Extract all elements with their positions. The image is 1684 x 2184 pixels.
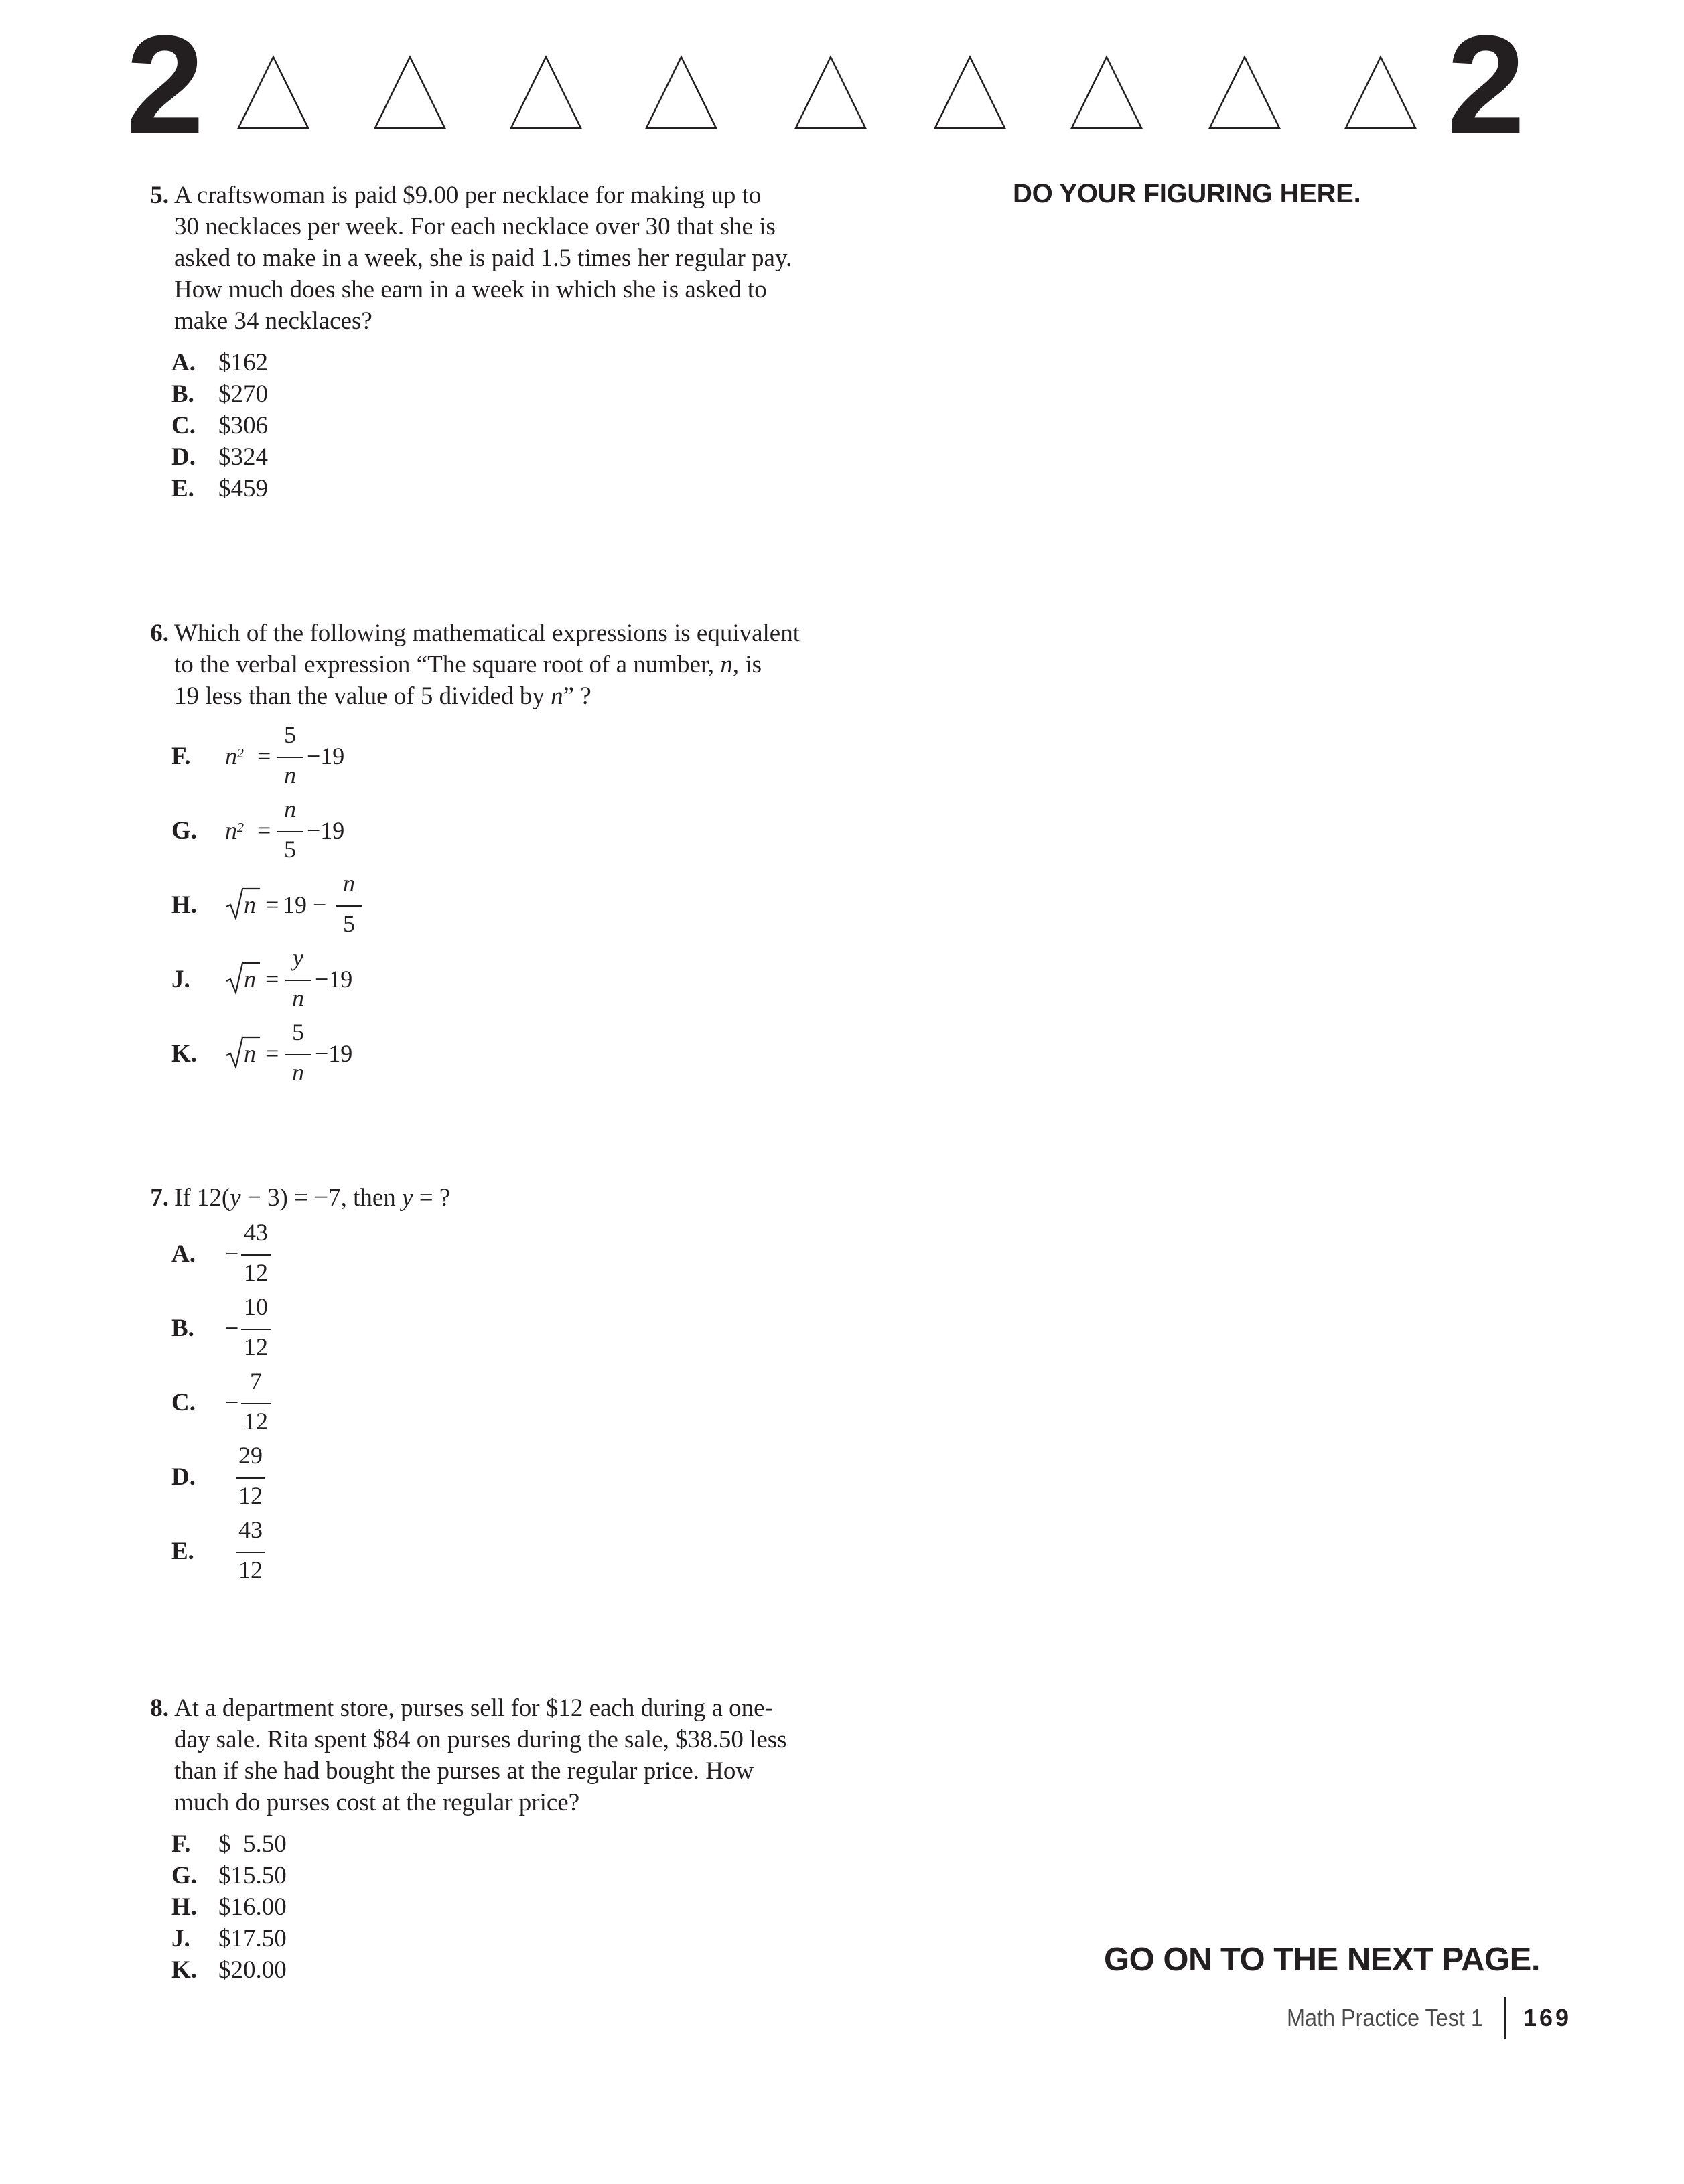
choice-text: $306 — [218, 412, 268, 439]
stem-line: much do purses cost at the regular price? — [174, 1789, 580, 1816]
exponent: 2 — [237, 820, 244, 835]
stem-line: Which of the following mathematical expressions is equivalent — [174, 620, 800, 647]
stem-line: make 34 necklaces? — [174, 307, 372, 335]
choice-label: C. — [171, 1389, 196, 1416]
answer-choices — [134, 1828, 811, 1986]
question-7 — [134, 1182, 811, 1589]
choice-label: D. — [171, 443, 196, 471]
denominator: 12 — [244, 1259, 268, 1286]
denominator: 12 — [238, 1482, 263, 1509]
section-header — [0, 0, 1684, 161]
question-6 — [134, 617, 811, 1092]
choice-text: $ 5.50 — [218, 1830, 287, 1858]
figuring-note: DO YOUR FIGURING HERE. — [1013, 179, 1361, 208]
stem-line: If 12(y − 3) = −7, then y = ? — [174, 1184, 451, 1212]
exponent: 2 — [237, 746, 244, 761]
expression-tail: −19 — [315, 966, 353, 993]
choice-label: G. — [171, 817, 198, 845]
answer-choice[interactable] — [171, 347, 811, 378]
denominator: 5 — [343, 910, 355, 937]
question-number: 8. — [150, 1694, 169, 1722]
sign: − — [225, 1315, 239, 1341]
denominator: n — [292, 985, 304, 1011]
choice-label: J. — [171, 1925, 190, 1952]
denominator: 5 — [284, 836, 296, 863]
denominator: 12 — [244, 1333, 268, 1360]
question-8 — [134, 1692, 811, 1986]
question-5 — [134, 179, 811, 504]
stem-line: day sale. Rita spent $84 on purses during the sale, $38.50 less — [174, 1726, 787, 1753]
choice-label: H. — [171, 1893, 198, 1921]
denominator: 12 — [238, 1556, 263, 1583]
expression-tail: −19 — [307, 817, 345, 844]
answer-choice[interactable] — [171, 1292, 811, 1366]
page-number: 169 — [1523, 2004, 1572, 2031]
choice-text: $15.50 — [218, 1862, 287, 1889]
lhs-variable: n — [244, 966, 256, 993]
answer-choice[interactable] — [171, 1366, 811, 1441]
stem-line: 19 less than the value of 5 divided by n” ? — [174, 682, 591, 710]
numerator: 5 — [284, 721, 296, 748]
section-number-left: 2 — [126, 6, 204, 163]
expression-tail: −19 — [315, 1040, 353, 1067]
question-number: 7. — [150, 1184, 169, 1212]
denominator: n — [284, 761, 296, 788]
choice-label: K. — [171, 1956, 198, 1984]
stem-line: A craftswoman is paid $9.00 per necklace for making up to — [174, 181, 762, 209]
triangle-icon — [794, 55, 867, 130]
triangle-icon — [933, 55, 1007, 130]
triangle-icon — [509, 55, 583, 130]
choice-label: E. — [171, 475, 194, 502]
numerator: 5 — [292, 1019, 304, 1045]
triangle-icon — [373, 55, 447, 130]
triangle-icon — [1070, 55, 1143, 130]
stem-line: asked to make in a week, she is paid 1.5 times her regular pay. — [174, 244, 792, 272]
lhs-variable: n — [225, 817, 237, 844]
answer-choice[interactable] — [171, 378, 811, 410]
lhs-variable: n — [244, 891, 256, 918]
numerator: n — [343, 870, 355, 897]
expression-tail: −19 — [307, 743, 345, 770]
choice-label: F. — [171, 743, 191, 770]
go-on-notice: GO ON TO THE NEXT PAGE. — [1104, 1942, 1540, 1978]
numerator: 29 — [238, 1442, 263, 1469]
choice-label: B. — [171, 1315, 194, 1342]
expression-prefix: 19 − — [283, 891, 327, 918]
stem-line: How much does she earn in a week in which she is asked to — [174, 276, 767, 303]
choice-label: A. — [171, 1240, 196, 1268]
answer-choice[interactable] — [171, 1891, 811, 1923]
numerator: 7 — [250, 1368, 262, 1394]
choice-label: A. — [171, 349, 196, 376]
sign: − — [225, 1240, 239, 1267]
stem-line: 30 necklaces per week. For each necklace over 30 that she is — [174, 213, 776, 240]
choice-label: D. — [171, 1463, 196, 1491]
sign: − — [225, 1389, 239, 1416]
triangle-icon — [1208, 55, 1281, 130]
choice-label: J. — [171, 966, 190, 993]
numerator: y — [293, 944, 303, 971]
answer-choice[interactable] — [171, 869, 811, 943]
answer-choice[interactable] — [171, 1515, 811, 1589]
answer-choice[interactable] — [171, 720, 811, 794]
choice-text: $162 — [218, 349, 268, 376]
answer-choice[interactable] — [171, 473, 811, 504]
denominator: n — [292, 1059, 304, 1086]
answer-choice[interactable] — [171, 1860, 811, 1891]
choice-label: B. — [171, 380, 194, 408]
choice-text: $270 — [218, 380, 268, 408]
numerator: 43 — [244, 1219, 268, 1246]
answer-choice[interactable] — [171, 1828, 811, 1860]
stem-line: to the verbal expression “The square root of a number, n, is — [174, 651, 762, 678]
numerator: 10 — [244, 1293, 268, 1320]
question-stem — [134, 179, 811, 337]
equals-sign: = — [257, 743, 271, 770]
choice-text: $459 — [218, 475, 268, 502]
triangle-icon — [644, 55, 718, 130]
answer-choice[interactable] — [171, 1923, 811, 1954]
choice-label: H. — [171, 891, 198, 919]
footer-divider — [1504, 1997, 1506, 2039]
question-number: 5. — [150, 181, 169, 209]
question-stem — [134, 617, 811, 712]
stem-line: At a department store, purses sell for $12 each during a one- — [174, 1694, 773, 1722]
section-number-right: 2 — [1447, 6, 1525, 163]
choice-text: $20.00 — [218, 1956, 287, 1984]
answer-choice[interactable] — [171, 1441, 811, 1515]
stem-line: than if she had bought the purses at the regular price. How — [174, 1757, 754, 1785]
choice-text: $324 — [218, 443, 268, 471]
book-title: Math Practice Test 1 — [1287, 2004, 1483, 2031]
equals-sign: = — [265, 891, 279, 918]
answer-choice[interactable] — [171, 1218, 811, 1292]
choice-label: C. — [171, 412, 196, 439]
answer-choice[interactable] — [171, 441, 811, 473]
triangle-icon — [236, 55, 310, 130]
numerator: 43 — [238, 1516, 263, 1543]
question-stem — [134, 1182, 811, 1214]
answer-choices — [134, 347, 811, 504]
answer-choice[interactable] — [171, 794, 811, 869]
lhs-variable: n — [225, 743, 237, 770]
answer-choice[interactable] — [171, 1017, 811, 1092]
answer-choice[interactable] — [171, 410, 811, 441]
choice-text: $16.00 — [218, 1893, 287, 1921]
question-number: 6. — [150, 620, 169, 647]
choice-label: E. — [171, 1538, 194, 1565]
answer-choices — [134, 720, 811, 1092]
choice-text: $17.50 — [218, 1925, 287, 1952]
equals-sign: = — [265, 966, 279, 993]
choice-label: G. — [171, 1862, 198, 1889]
question-stem — [134, 1692, 811, 1818]
equals-sign: = — [257, 817, 271, 844]
triangle-icon — [1344, 55, 1417, 130]
choice-label: K. — [171, 1040, 198, 1068]
choice-label: F. — [171, 1830, 191, 1858]
equals-sign: = — [265, 1040, 279, 1067]
numerator: n — [284, 796, 296, 822]
denominator: 12 — [244, 1408, 268, 1435]
lhs-variable: n — [244, 1040, 256, 1067]
answer-choice[interactable] — [171, 1954, 811, 1986]
answer-choices — [134, 1218, 811, 1589]
answer-choice[interactable] — [171, 943, 811, 1017]
